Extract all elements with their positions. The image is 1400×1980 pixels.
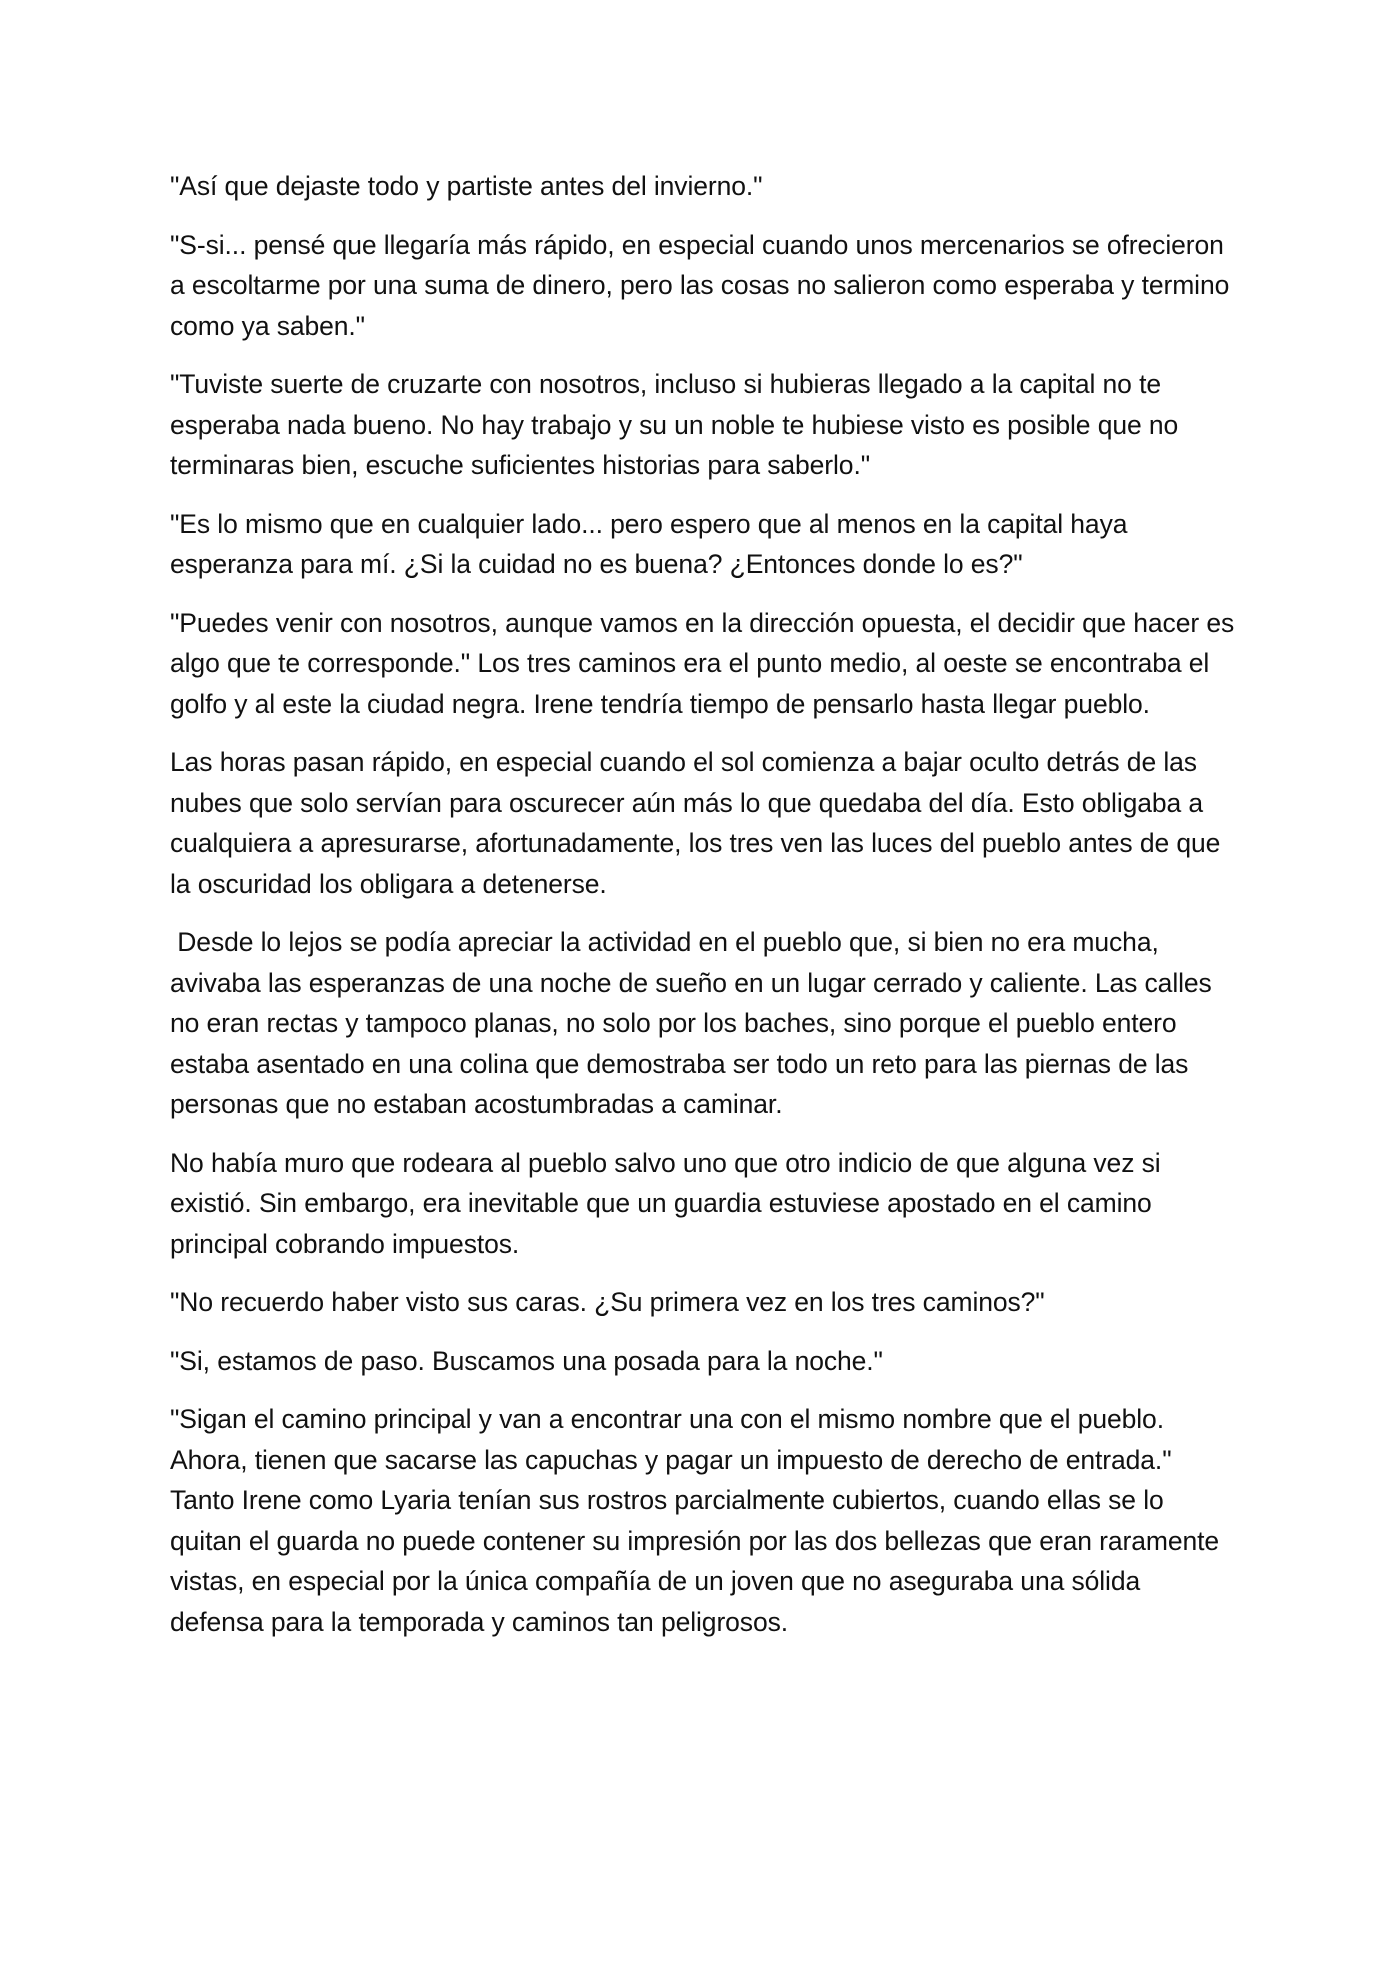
paragraph-4: "Es lo mismo que en cualquier lado... pero espero que al menos en la capital haya esperanza para mí. ¿Si la cuidad no es buena? ¿Entonces donde lo es?" xyxy=(170,508,1128,579)
paragraph-3: "Tuviste suerte de cruzarte con nosotros, incluso si hubieras llegado a la capital no te esperaba nada bueno. No hay trabajo y su un noble te hubiese visto es posible que no terminaras bien, escuche suficientes historias para saberlo." xyxy=(170,369,1179,480)
paragraph-1: "Así que dejaste todo y partiste antes del invierno." xyxy=(170,171,763,201)
paragraph-2: "S-si... pensé que llegaría más rápido, en especial cuando unos mercenarios se ofrecieron a escoltarme por una suma de dinero, pero las cosas no salieron como esperaba y termino como ya saben." xyxy=(170,229,1230,341)
paragraph-9: "No recuerdo haber visto sus caras. ¿Su primera vez en los tres caminos?" xyxy=(170,1287,1045,1317)
paragraph-7: Desde lo lejos se podía apreciar la actividad en el pueblo que, si bien no era mucha, avivaba las esperanzas de una noche de sueño en un lugar cerrado y caliente. Las calles no eran rectas y tampoco planas, no solo por los baches, sino porque el pueblo entero estaba asentado en una colina que demostraba ser todo un reto para las piernas de las personas que no estaban acostumbradas a caminar. xyxy=(170,927,1219,1119)
paragraph-10: "Si, estamos de paso. Buscamos una posada para la noche." xyxy=(170,1345,883,1376)
paragraph-8: No había muro que rodeara al pueblo salvo uno que otro indicio de que alguna vez si existió. Sin embargo, era inevitable que un guardia estuviese apostado en el camino principal cobrando impuestos. xyxy=(170,1147,1161,1259)
paragraph-11: "Sigan el camino principal y van a encontrar una con el mismo nombre que el pueblo. Ahora, tienen que sacarse las capuchas y pagar un impuesto de derecho de entrada." Tanto Irene como Lyaria tenían sus rostros parcialmente cubiertos, cuando ellas se lo quitan el guarda no puede contener su impresión por las dos bellezas que eran raramente vistas, en especial por la única compañía de un joven que no aseguraba una sólida defensa para la temporada y caminos tan peligrosos. xyxy=(170,1404,1220,1637)
document-body xyxy=(170,166,1238,1660)
paragraph-6: Las horas pasan rápido, en especial cuando el sol comienza a bajar oculto detrás de las nubes que solo servían para oscurecer aún más lo que quedaba del día. Esto obligaba a cualquiera a apresurarse, afortunadamente, los tres ven las luces del pueblo antes de que la oscuridad los obligara a detenerse. xyxy=(170,747,1221,899)
paragraph-5: "Puedes venir con nosotros, aunque vamos en la dirección opuesta, el decidir que hacer es algo que te corresponde." Los tres caminos era el punto medio, al oeste se encontraba el golfo y al este la ciudad negra. Irene tendría tiempo de pensarlo hasta llegar pueblo. xyxy=(170,607,1235,719)
